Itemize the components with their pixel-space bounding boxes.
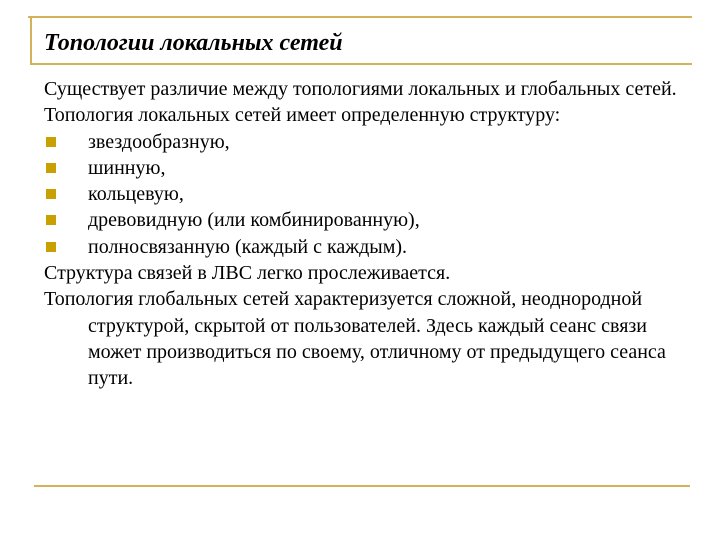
left-border-line <box>30 16 32 64</box>
title-underline <box>30 63 692 65</box>
top-border-line <box>28 16 692 18</box>
paragraph-structure: Топология локальных сетей имеет определенную структуру: <box>44 104 561 127</box>
bullet-item-mesh <box>44 234 684 260</box>
slide-title: Топологии локальных сетей <box>44 30 343 56</box>
square-bullet-icon <box>46 242 56 252</box>
bullet-text: звездообразную, <box>88 130 230 153</box>
bottom-border-line <box>34 485 690 487</box>
paragraph-intro: Существует различие между топологиями локальных и глобальных сетей. <box>44 78 677 100</box>
bullet-text: кольцевую, <box>88 183 184 206</box>
bullet-text: древовидную (или комбинированную), <box>88 209 420 232</box>
bullet-item-bus <box>44 155 684 181</box>
square-bullet-icon <box>46 189 56 199</box>
bullet-text: полносвязанную (каждый с каждым). <box>88 235 408 258</box>
bullet-item-tree <box>44 207 684 233</box>
paragraph-wan-topology: Топология глобальных сетей характеризуется сложной, неоднородной структурой, скрытой от пользователей. Здесь каждый сеанс связи может производиться по своему, отличному от предыдущего сеанса пути. <box>44 288 666 390</box>
square-bullet-icon <box>46 137 56 147</box>
bullet-text: шинную, <box>88 156 166 179</box>
bullet-item-ring <box>44 181 684 207</box>
square-bullet-icon <box>46 163 56 173</box>
square-bullet-icon <box>46 215 56 225</box>
slide-body <box>44 76 684 392</box>
paragraph-lan-structure: Структура связей в ЛВС легко прослеживается. <box>44 262 451 285</box>
bullet-item-star <box>44 129 684 155</box>
